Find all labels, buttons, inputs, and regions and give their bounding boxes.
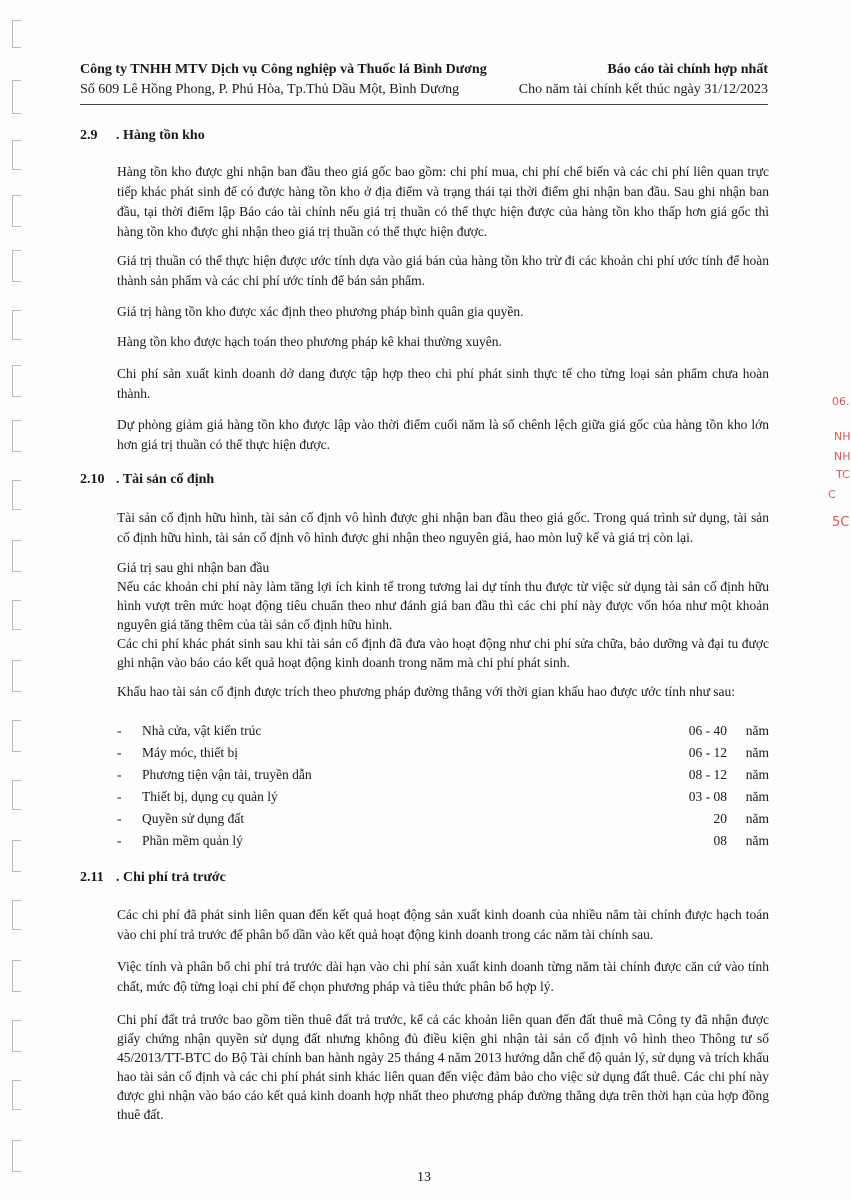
section-title: . Tài sản cố định xyxy=(116,472,215,487)
useful-life-years: 06 - 40 xyxy=(688,723,727,738)
stamp-text: 5C xyxy=(832,515,850,530)
useful-life-years: 08 - 12 xyxy=(688,767,727,782)
asset-name: Phương tiện vận tải, truyền dẫn xyxy=(142,767,312,782)
binding-mark xyxy=(12,900,21,930)
binding-mark xyxy=(12,1020,21,1052)
paragraph: Việc tính và phân bổ chi phí trả trước dài hạn vào chi phí sản xuất kinh doanh từng năm tài chính được căn cứ vào tính chất, mức độ từng loại chi phí để chọn phương pháp và tiêu thức phân bổ hợp lý. xyxy=(117,959,769,994)
paragraph: Các chi phí khác phát sinh sau khi tài sản cố định đã đưa vào hoạt động như chi phí sửa chữa, bảo dưỡng và đại tu được ghi nhận vào báo cáo kết quả hoạt động kinh doanh trong năm mà chi phí phát sinh. xyxy=(117,636,769,670)
binding-mark xyxy=(12,780,21,810)
stamp-text: TC xyxy=(836,468,850,481)
list-dash: - xyxy=(117,811,122,826)
binding-mark xyxy=(12,480,21,510)
list-dash: - xyxy=(117,833,122,848)
paragraph: Hàng tồn kho được hạch toán theo phương pháp kê khai thường xuyên. xyxy=(117,334,502,349)
list-item xyxy=(117,808,769,830)
list-dash: - xyxy=(117,723,122,738)
binding-mark xyxy=(12,195,21,227)
unit-label: năm xyxy=(745,833,769,848)
section-title: . Chi phí trả trước xyxy=(116,870,226,885)
section-heading xyxy=(80,128,205,144)
company-name: Công ty TNHH MTV Dịch vụ Công nghiệp và Thuốc lá Bình Dương xyxy=(80,62,487,77)
paragraph: Dự phòng giảm giá hàng tồn kho được lập vào thời điểm cuối năm là số chênh lệch giữa giá gốc của hàng tồn kho lớn hơn giá trị thuần có thể thực hiện được. xyxy=(117,417,769,452)
asset-name: Nhà cửa, vật kiến trúc xyxy=(142,723,262,738)
stamp-text: NH xyxy=(834,450,851,463)
binding-mark xyxy=(12,600,21,630)
binding-mark xyxy=(12,420,21,452)
unit-label: năm xyxy=(745,723,769,738)
unit-label: năm xyxy=(745,767,769,782)
useful-life-years: 03 - 08 xyxy=(688,789,727,804)
binding-mark xyxy=(12,20,21,48)
list-dash: - xyxy=(117,767,122,782)
header-divider xyxy=(80,104,768,105)
company-address: Số 609 Lê Hồng Phong, P. Phú Hòa, Tp.Thủ Dầu Một, Bình Dương xyxy=(80,82,460,97)
page-number: 13 xyxy=(417,1170,431,1185)
unit-label: năm xyxy=(745,789,769,804)
header-left xyxy=(80,60,487,100)
paragraph-heading: Giá trị sau ghi nhận ban đầu xyxy=(117,560,270,575)
binding-mark xyxy=(12,840,21,872)
unit-label: năm xyxy=(745,745,769,760)
section-number: 2.9 xyxy=(80,128,98,143)
binding-mark xyxy=(12,1140,21,1172)
list-item xyxy=(117,786,769,808)
report-period: Cho năm tài chính kết thúc ngày 31/12/2023 xyxy=(518,82,768,97)
binding-mark xyxy=(12,140,21,170)
binding-mark xyxy=(12,960,21,992)
binding-mark xyxy=(12,540,21,572)
header-right xyxy=(519,60,768,100)
list-item xyxy=(117,742,769,764)
useful-life-years: 20 xyxy=(713,811,727,826)
asset-name: Phần mềm quản lý xyxy=(142,833,243,848)
paragraph: Chi phí sản xuất kinh doanh dở dang được tập hợp theo chi phí phát sinh thực tế cho từng loại sản phẩm chưa hoàn thành. xyxy=(117,366,769,401)
stamp-text: C xyxy=(828,488,836,501)
binding-mark xyxy=(12,310,21,340)
section-number: 2.11 xyxy=(80,870,104,885)
useful-life-years: 06 - 12 xyxy=(688,745,727,760)
section-heading xyxy=(80,870,226,886)
asset-name: Máy móc, thiết bị xyxy=(142,745,238,760)
section-heading xyxy=(80,472,214,488)
binding-mark xyxy=(12,250,21,282)
paragraph: Giá trị thuần có thể thực hiện được ước tính dựa vào giá bán của hàng tồn kho trừ đi các khoản chi phí ước tính để hoàn thành sản phẩm và các chi phí ước tính để bán sản phẩm. xyxy=(117,253,769,288)
depreciation-list xyxy=(117,720,769,852)
paragraph: Các chi phí đã phát sinh liên quan đến kết quả hoạt động sản xuất kinh doanh của nhiều năm tài chính được hạch toán vào chi phí trả trước để phân bổ dần vào kết quả hoạt động kinh doanh trong các năm tài chính sau. xyxy=(117,907,769,942)
binding-mark xyxy=(12,660,21,692)
paragraph: Giá trị hàng tồn kho được xác định theo phương pháp bình quân gia quyền. xyxy=(117,304,524,319)
section-number: 2.10 xyxy=(80,472,105,487)
stamp-text: NH xyxy=(834,430,851,443)
paragraph: Nếu các khoản chi phí này làm tăng lợi ích kinh tế trong tương lai dự tính thu được từ việc sử dụng tài sản cố định hữu hình vượt trên mức hoạt động tiêu chuẩn theo như đánh giá ban đầu thì các chi phí này được vốn hóa như một khoản nguyên giá tăng thêm của tài sản cố định hữu hình. xyxy=(117,579,769,632)
paragraph: Hàng tồn kho được ghi nhận ban đầu theo giá gốc bao gồm: chi phí mua, chi phí chế biến và các chi phí liên quan trực tiếp khác phát sinh để có được hàng tồn kho ở địa điểm và trạng thái tại thời điểm ghi nhận ban đầu. Sau ghi nhận ban đầu, tại thời điểm lập Báo cáo tài chính nếu giá trị thuần có thể thực hiện được của hàng tồn kho thấp hơn giá gốc thì hàng tồn kho được ghi nhận theo giá trị thuần có thể thực hiện được. xyxy=(117,164,769,239)
list-item xyxy=(117,830,769,852)
binding-mark xyxy=(12,720,21,752)
list-dash: - xyxy=(117,745,122,760)
paragraph: Khấu hao tài sản cố định được trích theo phương pháp đường thẳng với thời gian khấu hao được ước tính như sau: xyxy=(117,684,736,699)
report-title: Báo cáo tài chính hợp nhất xyxy=(607,62,768,77)
list-item xyxy=(117,720,769,742)
binding-mark xyxy=(12,365,21,397)
unit-label: năm xyxy=(745,811,769,826)
paragraph: Tài sản cố định hữu hình, tài sản cố định vô hình được ghi nhận ban đầu theo giá gốc. Trong quá trình sử dụng, tài sản cố định hữu hình, tài sản cố định vô hình được ghi nhận theo nguyên giá, hao mòn luỹ kế và giá trị còn lại. xyxy=(117,510,769,545)
binding-mark xyxy=(12,1080,21,1110)
list-dash: - xyxy=(117,789,122,804)
stamp-text: 06. xyxy=(832,395,850,408)
section-title: . Hàng tồn kho xyxy=(116,128,205,143)
binding-mark xyxy=(12,80,21,114)
asset-name: Thiết bị, dụng cụ quản lý xyxy=(142,789,278,804)
list-item xyxy=(117,764,769,786)
useful-life-years: 08 xyxy=(713,833,727,848)
paragraph: Chi phí đất trả trước bao gồm tiền thuê đất trả trước, kể cả các khoản liên quan đến đất thuê mà Công ty đã nhận được giấy chứng nhận quyền sử dụng đất nhưng không đủ điều kiện ghi nhận tài sản cố định vô hình theo Thông tư số 45/2013/TT-BTC do Bộ Tài chính ban hành ngày 25 tháng 4 năm 2013 hướng dẫn chế độ quản lý, sử dụng và trích khấu hao tài sản cố định và các chi phí phát sinh khác liên quan đến việc đảm bảo cho việc sử dụng đất thuê. Các chi phí này được ghi nhận vào báo cáo kết quả kinh doanh hợp nhất theo phương pháp đường thẳng dựa trên thời hạn của hợp đồng thuê đất. xyxy=(117,1012,769,1122)
asset-name: Quyền sử dụng đất xyxy=(142,811,245,826)
